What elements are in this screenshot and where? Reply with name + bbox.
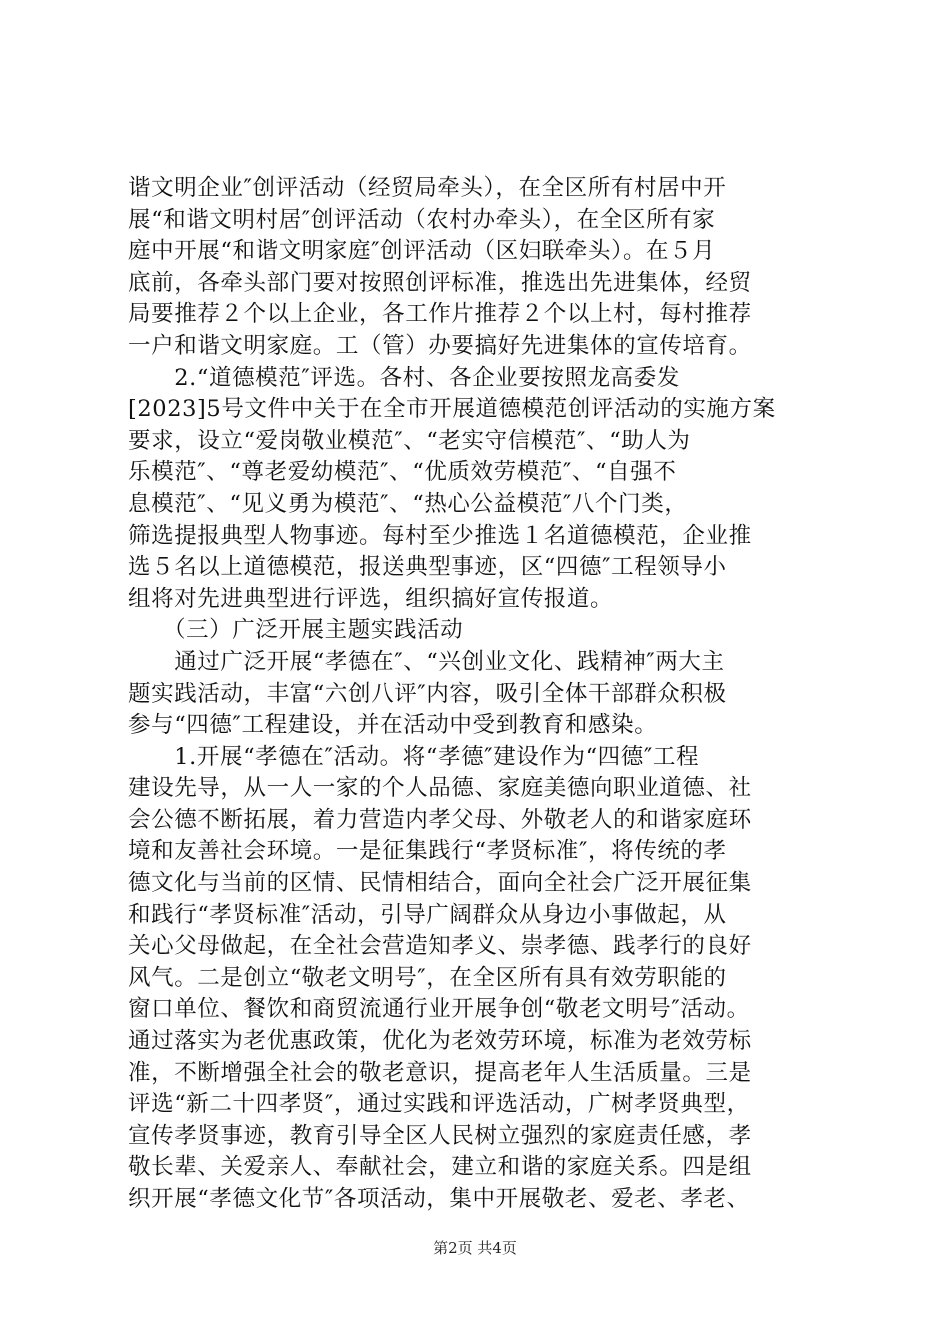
text-line: 筛选提报典型人物事迹。每村至少推选１名道德模范，企业推 (128, 522, 752, 549)
text-line: 关心父母做起，在全社会营造知孝义、崇孝德、践孝行的良好 (128, 933, 752, 960)
text-line: 要求，设立“爱岗敬业模范″、“老实守信模范″、“助人为 (128, 427, 691, 454)
text-line: 2.“道德模范″评选。各村、各企业要按照龙高委发 (128, 364, 680, 391)
text-line: 乐模范″、“尊老爱幼模范″、“优质效劳模范″、“自强不 (128, 459, 677, 486)
text-line: （三）广泛开展主题实践活动 (128, 617, 464, 644)
text-line: 题实践活动，丰富“六创八评″内容，吸引全体干部群众积极 (128, 680, 727, 707)
text-line: 局要推荐２个以上企业，各工作片推荐２个以上村，每村推荐 (128, 301, 752, 328)
text-line: 庭中开展“和谐文明家庭″创评活动（区妇联牵头）。在５月 (128, 238, 716, 265)
text-line: 织开展“孝德文化节″各项活动，集中开展敬老、爱老、孝老、 (128, 1186, 750, 1212)
text-line: 组将对先进典型进行评选，组织搞好宣传报道。 (128, 585, 614, 612)
text-line: 选５名以上道德模范，报送典型事迹，区“四德″工程领导小 (128, 554, 727, 581)
text-line: 敬长辈、关爱亲人、奉献社会，建立和谐的家庭关系。四是组 (128, 1154, 752, 1181)
text-line: 风气。二是创立“敬老文明号″，在全区所有具有效劳职能的 (128, 964, 727, 991)
text-line: 宣传孝贤事迹，教育引导全区人民树立强烈的家庭责任感，孝 (128, 1122, 752, 1149)
text-line: 和践行“孝贤标准″活动，引导广阔群众从身边小事做起，从 (128, 901, 727, 928)
text-line: 准，不断增强全社会的敬老意识，提高老年人生活质量。三是 (128, 1059, 752, 1086)
text-line: 谐文明企业″创评活动（经贸局牵头），在全区所有村居中开 (128, 175, 727, 201)
text-line: 一户和谐文明家庭。工（管）办要搞好先进集体的宣传培育。 (128, 332, 752, 359)
text-line: 底前，各牵头部门要对按照创评标准，推选出先进集体，经贸 (128, 269, 752, 296)
text-line: 通过广泛开展“孝德在″、“兴创业文化、践精神″两大主 (128, 648, 725, 675)
body-text (128, 173, 848, 1216)
text-line: 德文化与当前的区情、民情相结合，面向全社会广泛开展征集 (128, 870, 752, 897)
text-line: 息模范″、“见义勇为模范″、“热心公益模范″八个门类， (128, 490, 688, 517)
text-line: 评选“新二十四孝贤″，通过实践和评选活动，广树孝贤典型， (128, 1091, 750, 1118)
page-footer: 第2页 共4页 (433, 1239, 517, 1257)
text-line: 会公德不断拓展，着力营造内孝父母、外敬老人的和谐家庭环 (128, 806, 752, 833)
text-line: 建设先导，从一人一家的个人品德、家庭美德向职业道德、社 (128, 775, 752, 802)
text-line: 1.开展“孝德在″活动。将“孝德″建设作为“四德″工程 (128, 743, 700, 770)
text-line: 通过落实为老优惠政策，优化为老效劳环境，标准为老效劳标 (128, 1028, 752, 1055)
text-line: [2023]5号文件中关于在全市开展道德模范创评活动的实施方案 (128, 396, 776, 423)
text-line: 窗口单位、餐饮和商贸流通行业开展争创“敬老文明号″活动。 (128, 996, 750, 1023)
text-line: 展“和谐文明村居″创评活动（农村办牵头），在全区所有家 (128, 206, 716, 233)
text-line: 境和友善社会环境。一是征集践行“孝贤标准″，将传统的孝 (128, 838, 727, 865)
text-line: 参与“四德″工程建设，并在活动中受到教育和感染。 (128, 712, 658, 739)
